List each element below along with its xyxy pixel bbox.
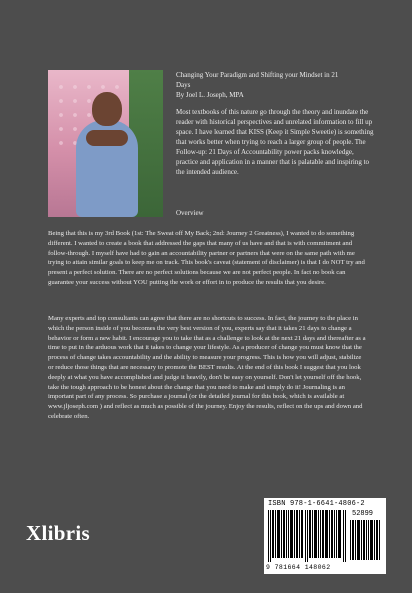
author-byline: By Joel L. Joseph, MPA <box>176 91 244 99</box>
ean-barcode <box>268 510 348 562</box>
publisher-logo: Xlibris <box>26 521 90 545</box>
body-paragraph-1: Being that this is my 3rd Book (1st: The Sweat off My Back; 2nd: Journey 2 Greatness), I wanted to do something different. I wanted to create a book that addressed the gaps that many of us have and that is with commitment and follow-through. I myself have had to gain an accountability partner or partners that were on the same path with me trying to attain similar goals to keep me on track. This book's caveat (statement of disclaimer) is that I do NOT try and present a perfect solution. There are no perfect solutions because we are not perfect people. In fact no book can guarantee your success without YOU putting the work or effort in to produce the results that you desire. <box>48 230 365 286</box>
body-paragraph-2: Many experts and top consultants can agree that there are no shortcuts to success. In fact, the journey to the place in which the person inside of you becomes the very best version of you, experts say that it takes 21 days to change a behavior or form a new habit. I encourage you to take that as a challenge to look at the next 21 days and thereafter as a time to put in the arduous work that it takes to change your lifestyle. As a producer of change you must know that the process of change takes accountability and the ability to measure your progress. This is how you will adjust, stabilize or reduce those things that are necessary to promote the BEST results. At the end of this book I suggest that you look deeply at what you have accomplished and judge it heavily, don't be easy on yourself. Don't let yourself off the hook, take the tough approach to be honest about the change that you need to make and simply do it! Journaling is an important part of any process. So purchase a journal (or the detailed journal for this book, which is available at www.jljoseph.com ) and reflect as much as possible of the journey. Enjoy the results, reflect on the ups and down and celebrate often. <box>48 315 366 420</box>
book-title-line-2: Days <box>176 81 191 89</box>
book-title-line-1: Changing Your Paradigm and Shifting your Mindset in 21 <box>176 71 339 79</box>
addon-barcode <box>350 520 382 560</box>
isbn-label: ISBN 978-1-6641-4806-2 <box>268 500 365 508</box>
intro-paragraph: Most textbooks of this nature go through the theory and inundate the reader with historical perspectives and unrelated information to fill up space. I have learned that KISS (Keep it Simple Sweetie) is something that works better when trying to reach a larger group of people. The Follow-up: 21 Days of Accountability power packs knowledge, practice and application in a manner that is palatable and inspiring to the intended audience. <box>176 108 374 176</box>
book-title-block <box>176 70 376 100</box>
ean-digits: 9 781664 148062 <box>266 564 331 571</box>
barcode-box <box>264 498 386 574</box>
price-code: 52899 <box>352 510 374 518</box>
overview-heading: Overview <box>176 209 204 217</box>
author-photo <box>48 70 163 217</box>
